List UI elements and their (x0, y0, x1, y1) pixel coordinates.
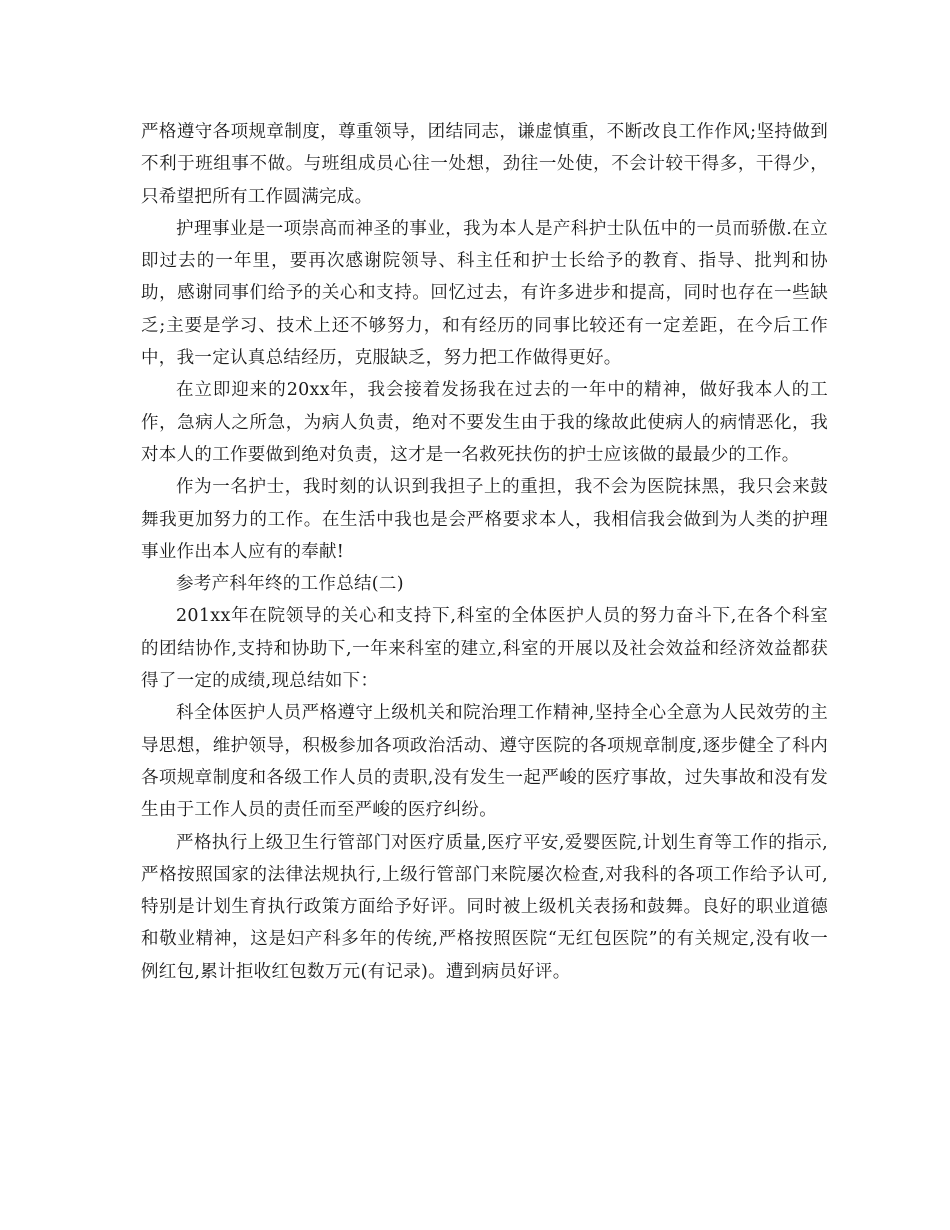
paragraph-7: 严格执行上级卫生行管部门对医疗质量,医疗平安,爱婴医院,计划生育等工作的指示,严格按照国家的法律法规执行,上级行管部门来院屡次检查,对我科的各项工作给予认可,特别是计划生育执行政策方面给予好评。同时被上级机关表扬和鼓舞。良好的职业道德和敬业精神，这是妇产科多年的传统,严格按照医院“无红包医院”的有关规定,没有收一例红包,累计拒收红包数万元(有记录)。遭到病员好评。 (141, 832, 828, 982)
paragraph-3: 在立即迎来的20xx年，我会接着发扬我在过去的一年中的精神，做好我本人的工作，急病人之所急，为病人负责，绝对不要发生由于我的缘故此使病人的病情恶化，我对本人的工作要做到绝对负责，这才是一名救死扶伤的护士应该做的最最少的工作。 (141, 380, 828, 465)
section-heading: 参考产科年终的工作总结(二) (176, 574, 404, 595)
paragraph-1: 严格遵守各项规章制度，尊重领导，团结同志，谦虚慎重，不断改良工作作风;坚持做到不利于班组事不做。与班组成员心往一处想，劲往一处使，不会计较干得多，干得少，只希望把所有工作圆满完成。 (141, 122, 828, 207)
paragraph-4: 作为一名护士，我时刻的认识到我担子上的重担，我不会为医院抹黑，我只会来鼓舞我更加努力的工作。在生活中我也是会严格要求本人，我相信我会做到为人类的护理事业作出本人应有的奉献! (141, 477, 828, 562)
paragraph-2: 护理事业是一项崇高而神圣的事业，我为本人是产科护士队伍中的一员而骄傲.在立即过去的一年里，要再次感谢院领导、科主任和护士长给予的教育、指导、批判和协助，感谢同事们给予的关心和支持。回忆过去，有许多进步和提高，同时也存在一些缺乏;主要是学习、技术上还不够努力，和有经历的同事比较还有一定差距，在今后工作中，我一定认真总结经历，克服缺乏，努力把工作做得更好。 (141, 218, 828, 369)
document-body (141, 116, 828, 988)
paragraph-5: 201xx年在院领导的关心和支持下,科室的全体医护人员的努力奋斗下,在各个科室的团结协作,支持和协助下,一年来科室的建立,科室的开展以及社会效益和经济效益都获得了一定的成绩,现总结如下： (141, 606, 828, 692)
paragraph-6: 科全体医护人员严格遵守上级机关和院治理工作精神,坚持全心全意为人民效劳的主导思想，维护领导，积极参加各项政治活动、遵守医院的各项规章制度,逐步健全了科内各项规章制度和各级工作人员的责职,没有发生一起严峻的医疗事故，过失事故和没有发生由于工作人员的责任而至严峻的医疗纠纷。 (141, 703, 828, 821)
